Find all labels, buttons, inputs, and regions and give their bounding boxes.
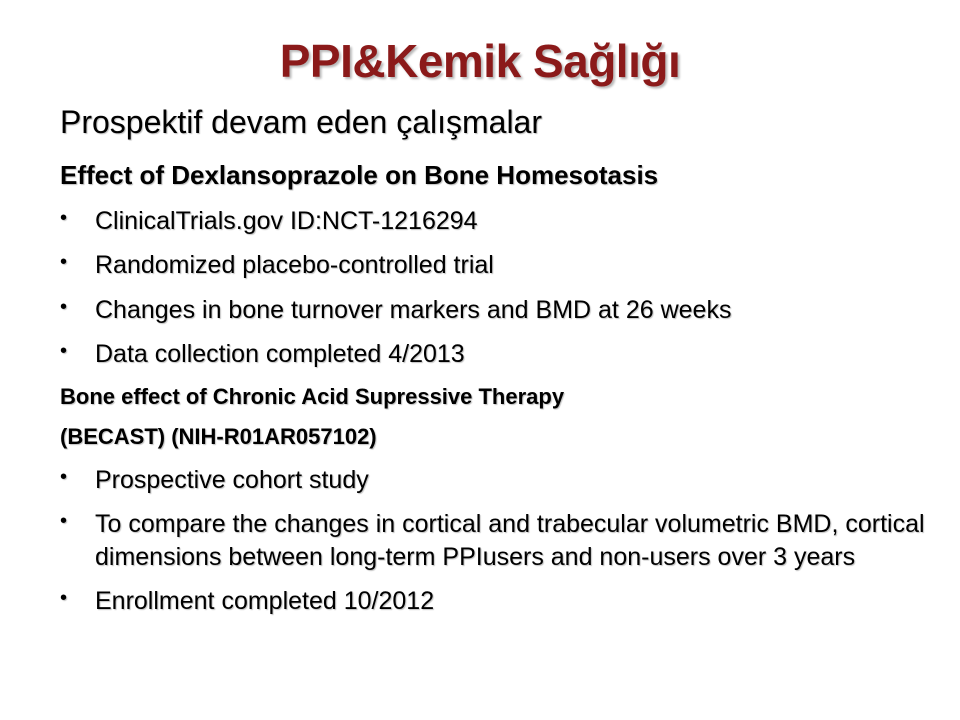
bullet-icon: • [60, 251, 68, 274]
bullet-icon: • [60, 465, 68, 488]
study2-bullet-list [60, 464, 940, 618]
bullet-icon: • [60, 206, 68, 229]
bullet-text: ClinicalTrials.gov ID:NCT-1216294 [95, 206, 478, 235]
bullet-text: Changes in bone turnover markers and BMD at 26 weeks [95, 295, 732, 324]
bullet-text: To compare the changes in cortical and trabecular volumetric BMD, cortical dimensions between long-term PPIusers and non-users over 3 years [95, 510, 925, 571]
slide-subtitle: Prospektif devam eden çalışmalar [60, 104, 542, 140]
study2-heading-line2: (BECAST) (NIH-R01AR057102) [60, 424, 377, 450]
list-item [60, 508, 940, 573]
bullet-text: Prospective cohort study [95, 465, 369, 494]
bullet-icon: • [60, 295, 68, 318]
bullet-icon: • [60, 587, 68, 610]
bullet-icon: • [60, 340, 68, 363]
list-item [60, 338, 940, 371]
bullet-icon: • [60, 510, 68, 533]
bullet-text: Enrollment completed 10/2012 [95, 587, 435, 616]
bullet-text: Data collection completed 4/2013 [95, 340, 465, 369]
slide-title: PPI&Kemik Sağlığı [279, 35, 681, 87]
study2-heading-line1: Bone effect of Chronic Acid Supressive Therapy [60, 383, 565, 409]
list-item [60, 249, 940, 282]
list-item [60, 464, 940, 497]
list-item [60, 294, 940, 327]
bullet-text: Randomized placebo-controlled trial [95, 251, 494, 280]
slide-content [60, 104, 940, 630]
study1-heading: Effect of Dexlansoprazole on Bone Homesotasis [60, 159, 659, 190]
study1-bullet-list [60, 205, 940, 371]
list-item [60, 205, 940, 238]
list-item [60, 585, 940, 618]
